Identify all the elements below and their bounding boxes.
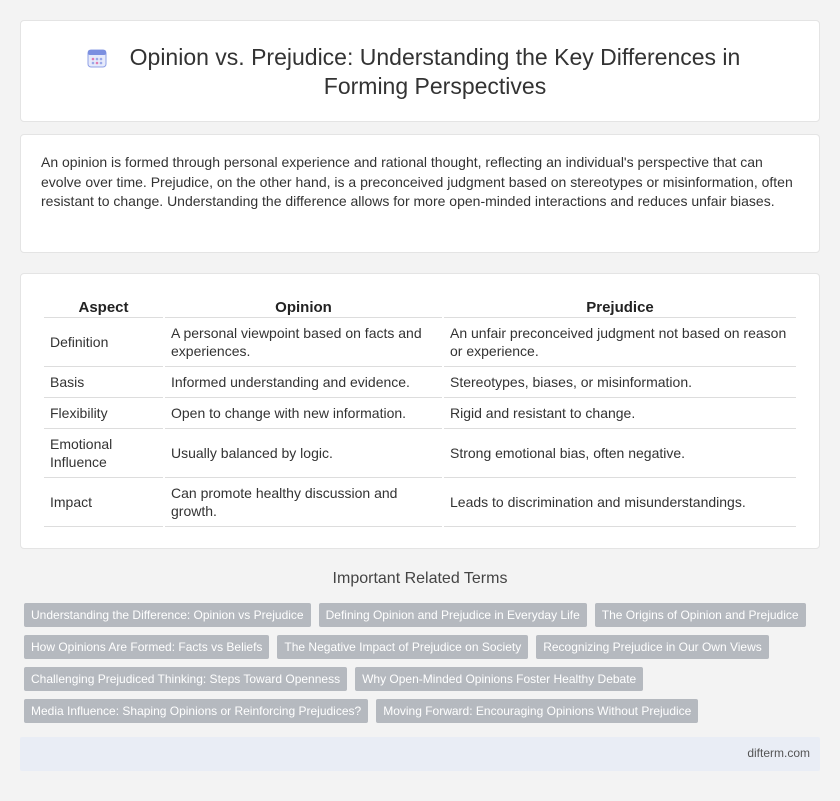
row-aspect: Impact [44, 478, 163, 527]
row-prejudice: Strong emotional bias, often negative. [444, 429, 796, 478]
row-opinion: Can promote healthy discussion and growth. [165, 478, 442, 527]
related-term-link[interactable]: The Negative Impact of Prejudice on Society [277, 635, 528, 659]
table-row [44, 318, 796, 367]
related-term-link[interactable]: Moving Forward: Encouraging Opinions Without Prejudice [376, 699, 698, 723]
intro-card [20, 134, 820, 253]
row-opinion: Open to change with new information. [165, 398, 442, 429]
page-title: Opinion vs. Prejudice: Understanding the Key Differences in Forming Perspectives [129, 44, 741, 99]
row-prejudice: Leads to discrimination and misunderstandings. [444, 478, 796, 527]
intro-paragraph: An opinion is formed through personal experience and rational thought, reflecting an individual's perspective that can evolve over time. Prejudice, on the other hand, is a preconceived judgment based on stereotypes or misinformation, often resistant to change. Understanding the difference allows for more open-minded interactions and reduces unfair biases. [41, 154, 793, 209]
row-opinion: A personal viewpoint based on facts and experiences. [165, 318, 442, 367]
comparison-table-card [20, 273, 820, 549]
header-aspect: Aspect [44, 296, 163, 318]
related-term-link[interactable]: Why Open-Minded Opinions Foster Healthy Debate [355, 667, 643, 691]
table-header-row [44, 296, 796, 318]
title-card [20, 20, 820, 122]
table-row [44, 429, 796, 478]
table-row [44, 398, 796, 429]
footer-bar [20, 737, 820, 771]
related-term-link[interactable]: Challenging Prejudiced Thinking: Steps Toward Openness [24, 667, 347, 691]
row-opinion: Usually balanced by logic. [165, 429, 442, 478]
related-term-link[interactable]: Defining Opinion and Prejudice in Everyday Life [319, 603, 587, 627]
row-aspect: Flexibility [44, 398, 163, 429]
row-prejudice: Stereotypes, biases, or misinformation. [444, 367, 796, 398]
comparison-table [42, 296, 798, 527]
footer-site-name[interactable]: difterm.com [747, 746, 810, 760]
row-opinion: Informed understanding and evidence. [165, 367, 442, 398]
related-term-link[interactable]: How Opinions Are Formed: Facts vs Beliefs [24, 635, 269, 659]
related-term-link[interactable]: The Origins of Opinion and Prejudice [595, 603, 806, 627]
related-term-link[interactable]: Understanding the Difference: Opinion vs Prejudice [24, 603, 311, 627]
row-prejudice: Rigid and resistant to change. [444, 398, 796, 429]
header-prejudice: Prejudice [444, 296, 796, 318]
row-aspect: Emotional Influence [44, 429, 163, 478]
table-row [44, 367, 796, 398]
header-opinion: Opinion [165, 296, 442, 318]
related-terms-list [24, 603, 814, 723]
table-row [44, 478, 796, 527]
related-term-link[interactable]: Recognizing Prejudice in Our Own Views [536, 635, 769, 659]
related-terms-title: Important Related Terms [332, 570, 508, 587]
row-prejudice: An unfair preconceived judgment not based on reason or experience. [444, 318, 796, 367]
related-term-link[interactable]: Media Influence: Shaping Opinions or Reinforcing Prejudices? [24, 699, 368, 723]
row-aspect: Basis [44, 367, 163, 398]
row-aspect: Definition [44, 318, 163, 367]
